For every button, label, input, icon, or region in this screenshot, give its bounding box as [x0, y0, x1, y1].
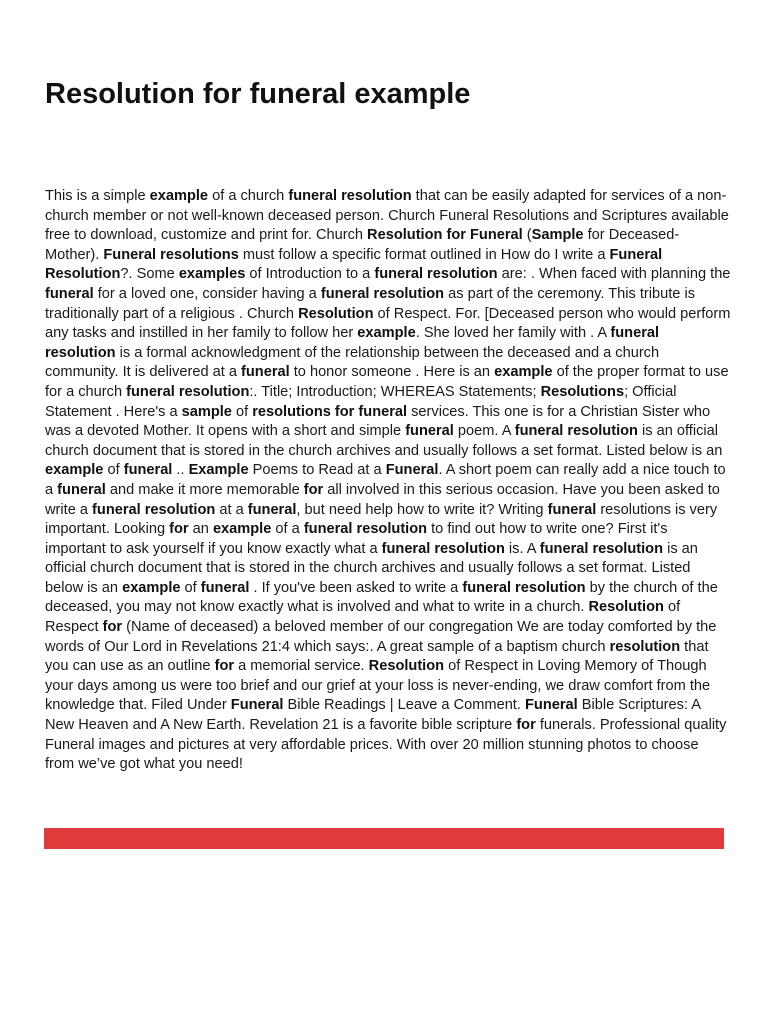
bold-keyword: Resolution [588, 599, 664, 616]
text-run: for Deceased- Mother). [45, 227, 680, 263]
bold-keyword: funeral resolution [381, 540, 505, 557]
text-run: of a church [208, 188, 289, 204]
bold-keyword: funeral [547, 501, 597, 518]
bold-keyword: funeral resolution [320, 285, 445, 302]
bold-keyword: example [357, 325, 416, 342]
bold-keyword: example [45, 462, 104, 479]
text-run: is an official church document that is stored in the church archives and usually follows a set format. Listed below is an [45, 423, 723, 459]
text-run: (Name of deceased) a beloved member of our congregation We are today comforted by the words of Our Lord in Revelations 21:4 which says:. A great sample of a baptism church [45, 619, 717, 655]
bold-keyword: sample [181, 403, 232, 420]
text-run: all involved in this serious occasion. Have you been asked to write a [45, 481, 720, 518]
text-run: of [103, 462, 124, 479]
bold-keyword: Sample [531, 227, 584, 244]
text-run: poem. A [453, 423, 515, 440]
bold-keyword: Funeral [230, 697, 284, 714]
bold-keyword: funeral resolution [288, 188, 412, 204]
text-run: to find out how to write one? First it's important to ask yourself if you know exactly what a [45, 521, 668, 557]
bold-keyword: funeral resolution [462, 579, 586, 596]
bold-keyword: Funeral [385, 462, 439, 479]
text-run: is. A [504, 540, 540, 557]
text-run: of [231, 403, 253, 420]
bold-keyword: examples [178, 266, 246, 283]
text-run: is an official church document that is stored in the church archives and usually follows a set format. Listed below is an [45, 540, 698, 596]
text-run: Bible Readings | Leave a Comment. [283, 697, 525, 714]
text-run: ?. Some [120, 266, 179, 283]
bold-keyword: funeral [200, 579, 250, 596]
text-run: must follow a specific format outlined in How do I write a [238, 246, 610, 263]
bold-keyword: funeral [123, 462, 173, 479]
accent-divider-bar [44, 828, 724, 849]
bold-keyword: resolutions for funeral [252, 403, 408, 420]
bold-keyword: Funeral [524, 697, 578, 714]
bold-keyword: funeral [57, 481, 106, 498]
text-run: services. This one is for a Christian Sister who was a devoted Mother. It opens with a short and simple [45, 403, 711, 440]
text-run: of Respect [45, 599, 681, 636]
text-run: as part of the ceremony. This tribute is traditionally part of a religious . Church [45, 285, 695, 322]
text-run: to honor someone . Here is an [289, 364, 495, 381]
bold-keyword: funeral [247, 501, 297, 518]
bold-keyword: Resolutions [540, 383, 625, 400]
text-run: of Respect. For. [Deceased person who would perform any tasks and instilled in her family to follow her [45, 305, 731, 342]
text-run: of the proper format to use for a church [45, 364, 729, 400]
text-run: for a loved one, consider having a [93, 285, 321, 302]
bold-keyword: for [169, 521, 189, 538]
bold-keyword: funeral [45, 285, 94, 302]
text-run: of a [271, 521, 304, 538]
text-run: and make it more memorable [105, 481, 304, 498]
text-run: This is a simple [45, 188, 150, 204]
bold-keyword: funeral resolution [45, 325, 660, 361]
bold-keyword: funeral resolution [514, 423, 638, 440]
bold-keyword: funeral resolution [126, 383, 250, 400]
text-run: are: . When faced with planning the [497, 266, 731, 283]
text-run: of [180, 579, 201, 596]
bold-keyword: funeral resolution [374, 266, 498, 283]
text-run: funerals. Professional quality Funeral images and pictures at very affordable prices. With over 20 million stunning photos to choose from we’ve got what you need! [45, 717, 727, 773]
text-run: is a formal acknowledgment of the relationship between the deceased and a church community. It is delivered at a [45, 344, 660, 381]
bold-keyword: resolution [609, 638, 681, 655]
bold-keyword: for [303, 481, 324, 498]
bold-keyword: funeral resolution [303, 521, 428, 538]
bold-keyword: example [212, 521, 272, 538]
text-run: :. Title; Introduction; WHEREAS Statements; [249, 383, 541, 400]
text-run: resolutions is very important. Looking [45, 501, 718, 538]
text-run: at a [215, 501, 248, 518]
text-run: that you can use as an outline [45, 638, 709, 675]
bold-keyword: example [122, 579, 181, 596]
bold-keyword: funeral [405, 423, 454, 440]
text-run: .. [172, 462, 189, 479]
bold-keyword: Funeral Resolution [45, 246, 663, 283]
text-run: a memorial service. [234, 658, 369, 675]
bold-keyword: Resolution [298, 305, 374, 322]
text-run: of Respect in Loving Memory of Though your days among us were too brief and our grief at your loss is never-ending, we draw comfort from the knowledge that. Filed Under [45, 658, 711, 714]
text-run: by the church of the deceased, you may not know exactly what is involved and what to write in a church. [45, 579, 718, 616]
body-paragraph [45, 187, 731, 775]
bold-keyword: Resolution for Funeral [367, 227, 523, 244]
bold-keyword: funeral [241, 364, 290, 381]
text-run: , but need help how to write it? Writing [296, 501, 548, 518]
text-run: . A short poem can really add a nice touch to a [45, 462, 726, 498]
bold-keyword: for [214, 658, 235, 675]
text-run: ( [522, 227, 532, 244]
bold-keyword: example [494, 364, 553, 381]
text-run: Bible Scriptures: A New Heaven and A New Earth. Revelation 21 is a favorite bible scripture [45, 697, 701, 734]
text-run: Poems to Read at a [248, 462, 386, 479]
text-run: ; Official Statement . Here's a [45, 383, 677, 420]
bold-keyword: Funeral resolutions [103, 246, 239, 263]
bold-keyword: funeral resolution [92, 501, 216, 518]
text-run: an [188, 521, 213, 538]
bold-keyword: for [516, 717, 536, 734]
bold-keyword: for [102, 619, 123, 636]
bold-keyword: funeral resolution [539, 540, 664, 557]
bold-keyword: Example [188, 462, 249, 479]
bold-keyword: example [149, 188, 209, 204]
text-run: of Introduction to a [245, 266, 375, 283]
bold-keyword: Resolution [368, 658, 445, 675]
text-run: . She loved her family with . A [415, 325, 611, 342]
text-run: . If you've been asked to write a [249, 579, 463, 596]
page-title: Resolution for funeral example [45, 78, 471, 110]
text-run: that can be easily adapted for services of a non-church member or not well-known deceased person. Church Funeral Resolutions and Scriptures available free to download, customize and print for. Church [45, 188, 729, 244]
